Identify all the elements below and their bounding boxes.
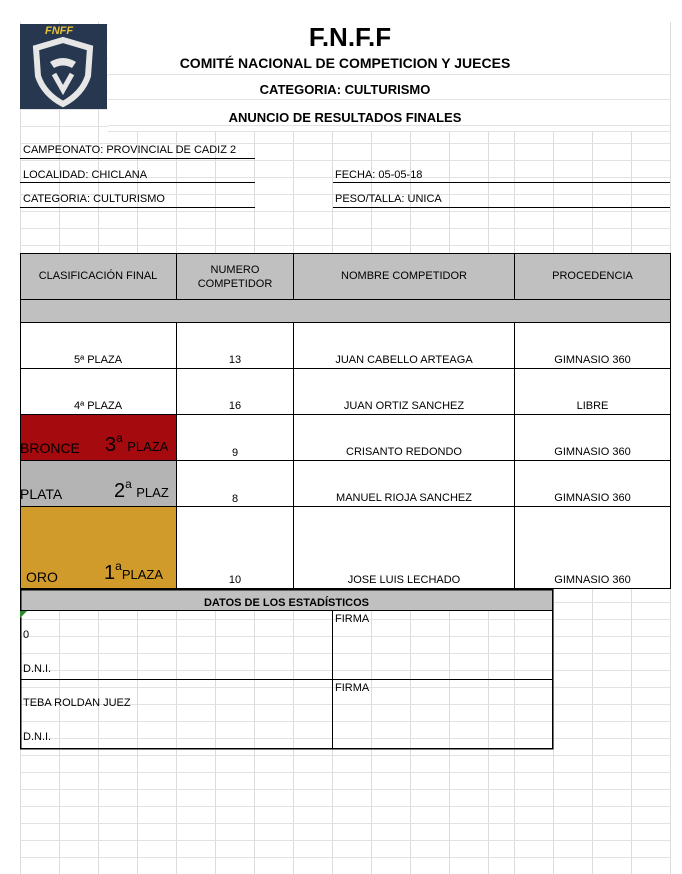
championship-label: CAMPEONATO: PROVINCIAL DE CADIZ 2 xyxy=(23,144,237,156)
stat2-name: TEBA ROLDAN JUEZ xyxy=(23,697,131,709)
location-label: LOCALIDAD: CHICLANA xyxy=(23,169,148,181)
row-name: JUAN CABELLO ARTEAGA xyxy=(335,354,473,366)
page-title: F.N.F.F xyxy=(308,22,392,52)
date-label: FECHA: 05-05-18 xyxy=(335,169,423,181)
medal-number: 3 xyxy=(105,434,117,456)
header-name: NOMBRE COMPETIDOR xyxy=(341,270,467,282)
medal-place-label: PLAZA xyxy=(121,567,163,582)
header-origin: PROCEDENCIA xyxy=(552,270,633,282)
header-number-line2: COMPETIDOR xyxy=(197,278,273,290)
row-name: CRISANTO REDONDO xyxy=(346,446,462,458)
medal-word: PLATA xyxy=(20,486,63,502)
row-origin: GIMNASIO 360 xyxy=(554,354,631,366)
header-number-line1: NUMERO xyxy=(210,264,260,276)
row-name: JUAN ORTIZ SANCHEZ xyxy=(343,400,465,412)
medal-superscript: a xyxy=(116,434,123,445)
category-label: CATEGORIA: CULTURISMO xyxy=(23,193,165,205)
row-number: 8 xyxy=(231,493,239,505)
stat1-name: 0 xyxy=(23,629,30,641)
row-origin: LIBRE xyxy=(576,400,609,412)
medal-number: 2 xyxy=(114,480,126,502)
stat1-dni: D.N.I. xyxy=(23,663,52,675)
medal-number: 1 xyxy=(104,562,116,584)
stat2-dni: D.N.I. xyxy=(23,731,52,743)
header-classification: CLASIFICACIÓN FINAL xyxy=(38,270,158,282)
row-origin: GIMNASIO 360 xyxy=(554,446,631,458)
stats-title: DATOS DE LOS ESTADÍSTICOS xyxy=(203,597,370,609)
medal-superscript: a xyxy=(115,562,122,573)
row-name: JOSE LUIS LECHADO xyxy=(347,574,461,586)
stat2-sign: FIRMA xyxy=(335,682,370,694)
row-place: 4ª PLAZA xyxy=(73,400,123,412)
announcement-title: ANUNCIO DE RESULTADOS FINALES xyxy=(228,110,462,125)
medal-word: ORO xyxy=(26,569,58,585)
row-number: 13 xyxy=(228,354,242,366)
stat1-sign: FIRMA xyxy=(335,613,370,625)
committee-title: COMITÉ NACIONAL DE COMPETICION Y JUECES xyxy=(179,55,511,71)
medal-word: BRONCE xyxy=(20,440,80,456)
row-origin: GIMNASIO 360 xyxy=(554,574,631,586)
weight-label: PESO/TALLA: UNICA xyxy=(335,193,442,205)
category-title: CATEGORIA: CULTURISMO xyxy=(259,82,431,97)
row-number: 16 xyxy=(228,400,242,412)
medal-superscript: a xyxy=(125,480,132,491)
row-name: MANUEL RIOJA SANCHEZ xyxy=(336,492,472,504)
row-number: 9 xyxy=(231,447,239,459)
medal-place-label: PLAZA xyxy=(127,439,169,454)
medal-place-label: PLAZ xyxy=(136,485,169,500)
row-number: 10 xyxy=(228,574,242,586)
row-origin: GIMNASIO 360 xyxy=(554,492,631,504)
logo-text: FNFF xyxy=(45,25,74,37)
row-place: 5ª PLAZA xyxy=(73,354,123,366)
